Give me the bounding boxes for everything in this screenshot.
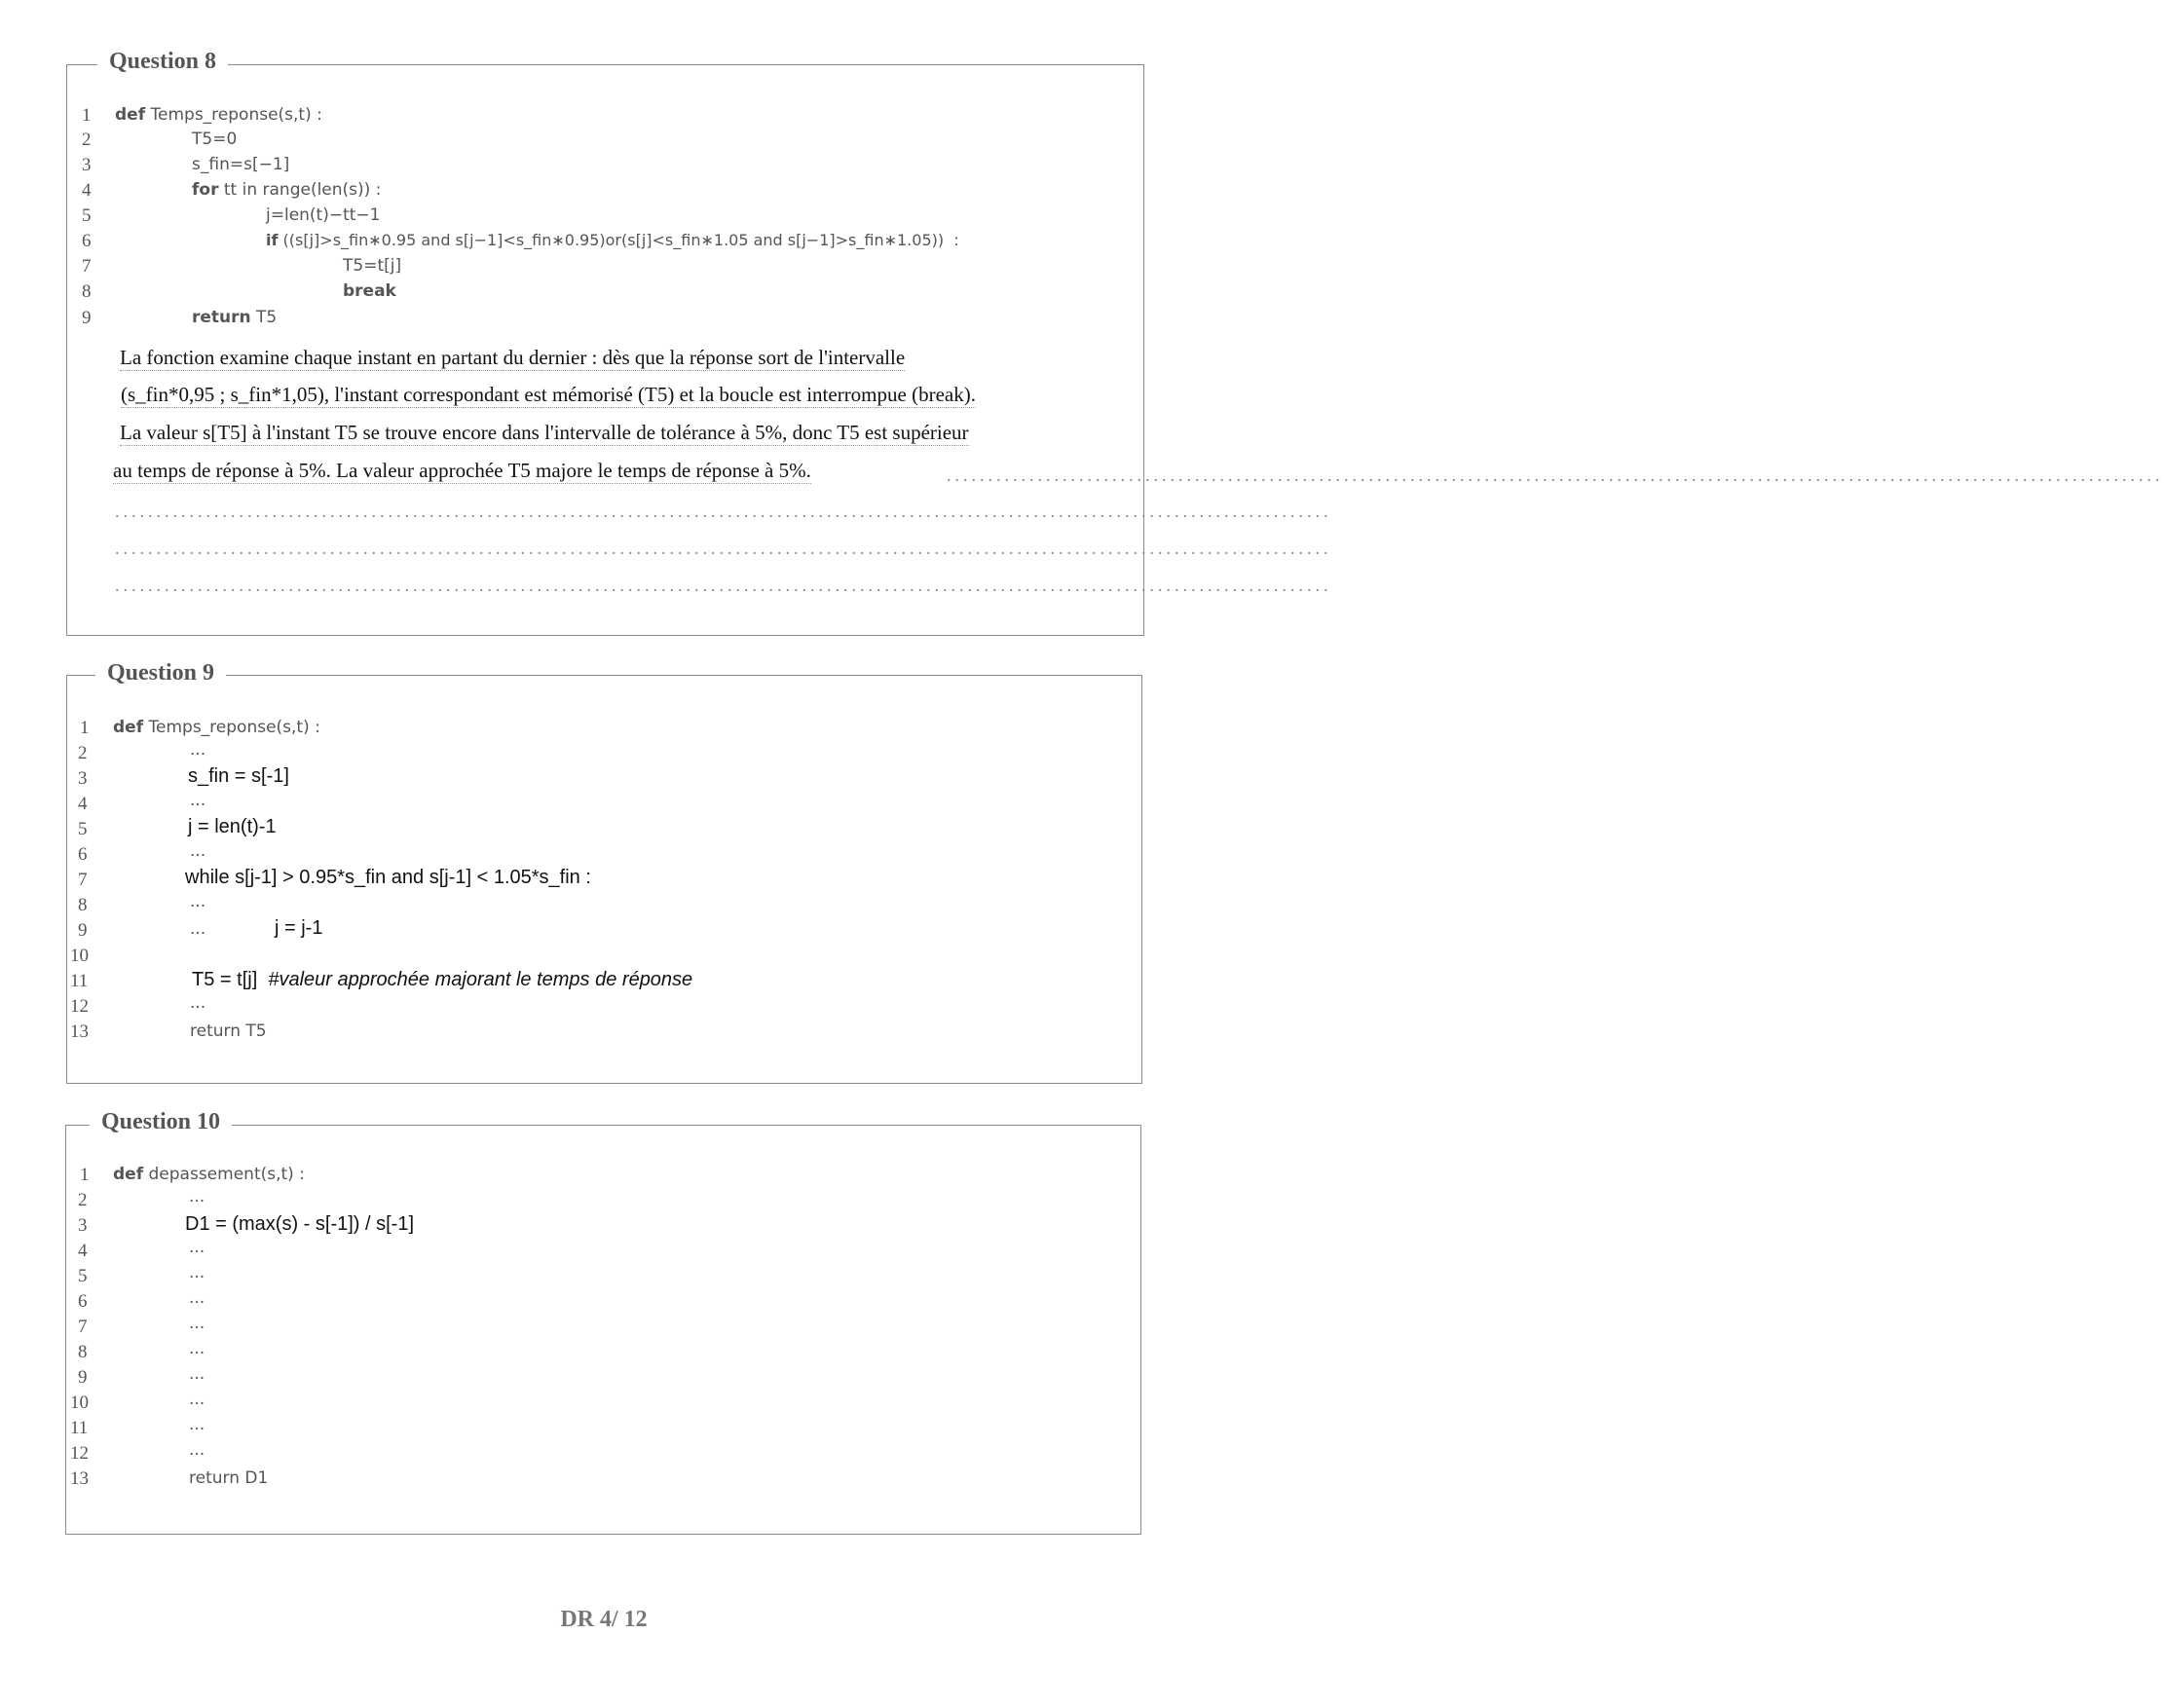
line-number: 6	[82, 231, 92, 251]
answer-line: La valeur s[T5] à l'instant T5 se trouve encore dans l'intervalle de tolérance à 5%, donc T5 est supérieur	[120, 421, 969, 444]
line-number: 13	[70, 1468, 89, 1489]
answer-line-3: D1 = (max(s) - s[-1]) / s[-1]	[185, 1213, 415, 1235]
line-number: 2	[82, 130, 92, 150]
ellipsis: ...	[189, 1440, 205, 1460]
code-text: depassement(s,t) :	[143, 1165, 305, 1184]
line-number: 5	[78, 819, 88, 839]
dotted-line: ...................................................................................................................................................	[115, 501, 1332, 521]
answer-line-7: while s[j-1] > 0.95*s_fin and s[j-1] < 1.05*s_fin :	[185, 867, 591, 888]
code-line	[266, 205, 381, 225]
code-line	[192, 180, 381, 200]
code-line	[343, 256, 401, 276]
ellipsis: ...	[189, 1263, 205, 1282]
ellipsis: ...	[189, 1364, 205, 1384]
ellipsis: ...	[189, 1314, 205, 1333]
code-text: ((s[j]>s_fin∗0.95 and s[j−1]<s_fin∗0.95)or(s[j]<s_fin∗1.05 and s[j−1]>s_fin∗1.05)) :	[278, 231, 959, 249]
line-number: 9	[78, 920, 88, 941]
line-number: 8	[78, 1342, 88, 1362]
code-keyword: return	[190, 1021, 241, 1041]
code-text: T5	[250, 308, 278, 327]
code-text: T5=t[j]	[343, 256, 402, 276]
line-number: 10	[70, 946, 89, 966]
code-line	[113, 718, 320, 737]
code-text: T5=0	[192, 130, 238, 149]
line-number: 8	[78, 895, 88, 915]
answer-line-11	[192, 969, 692, 991]
code-keyword: for	[192, 180, 219, 200]
code-line	[192, 308, 277, 327]
ellipsis: ...	[189, 1187, 205, 1207]
ellipsis: ...	[190, 841, 206, 861]
ellipsis: ...	[190, 993, 206, 1013]
code-line	[115, 105, 322, 125]
line-number: 7	[82, 256, 92, 277]
code-line	[192, 155, 289, 174]
line-number: 13	[70, 1021, 89, 1042]
code-text: D1	[239, 1468, 269, 1488]
answer-line: au temps de réponse à 5%. La valeur approchée T5 majore le temps de réponse à 5%.	[113, 459, 811, 482]
line-number: 3	[82, 155, 92, 175]
line-number: 1	[80, 1165, 90, 1185]
code-keyword: break	[343, 281, 396, 301]
ellipsis: ...	[190, 791, 206, 810]
line-number: 3	[78, 768, 88, 789]
code-line	[189, 1468, 268, 1488]
line-number: 2	[78, 1190, 88, 1210]
line-number: 3	[78, 1215, 88, 1236]
line-number: 12	[70, 1443, 89, 1464]
code-keyword: return	[192, 308, 251, 327]
code-keyword: def	[113, 1165, 144, 1184]
line-number: 4	[78, 794, 88, 814]
ellipsis: ...	[189, 1390, 205, 1409]
dotted-line: ...................................................................................................................................................	[947, 465, 2164, 485]
line-number: 2	[78, 743, 88, 763]
code-line	[190, 1021, 267, 1041]
answer-line-9: j = j-1	[275, 917, 323, 939]
line-number: 6	[78, 1291, 88, 1312]
question-8-title: Question 8	[97, 49, 228, 75]
ellipsis: ...	[190, 919, 206, 939]
code-line	[266, 231, 959, 249]
dotted-line: ...................................................................................................................................................	[115, 576, 1332, 595]
code-text: s_fin=s[−1]	[192, 155, 290, 174]
code-keyword: def	[113, 718, 144, 737]
line-number: 7	[78, 870, 88, 890]
code-text: Temps_reponse(s,t) :	[143, 718, 320, 737]
line-number: 5	[82, 205, 92, 226]
ellipsis: ...	[189, 1238, 205, 1257]
line-number: 1	[82, 105, 92, 126]
ellipsis: ...	[190, 892, 206, 911]
code-text: j=len(t)−tt−1	[266, 205, 381, 225]
line-number: 6	[78, 844, 88, 865]
line-number: 10	[70, 1392, 89, 1413]
line-number: 8	[82, 281, 92, 302]
ellipsis: ...	[189, 1339, 205, 1358]
code-line	[343, 281, 396, 301]
line-number: 1	[80, 718, 90, 738]
line-number: 4	[82, 180, 92, 201]
code-text: tt in range(len(s)) :	[218, 180, 382, 200]
code-text: T5	[240, 1021, 267, 1041]
dotted-line: ...................................................................................................................................................	[115, 538, 1332, 558]
answer-code: T5 = t[j]	[192, 969, 269, 990]
ellipsis: ...	[189, 1415, 205, 1434]
code-text: Temps_reponse(s,t) :	[145, 105, 322, 125]
code-line	[113, 1165, 305, 1184]
code-keyword: return	[189, 1468, 240, 1488]
code-keyword: def	[115, 105, 146, 125]
line-number: 9	[78, 1367, 88, 1388]
line-number: 4	[78, 1241, 88, 1261]
answer-line-3: s_fin = s[-1]	[188, 765, 289, 787]
line-number: 9	[82, 308, 92, 328]
ellipsis: ...	[190, 740, 206, 760]
line-number: 11	[70, 1418, 89, 1438]
question-9-title: Question 9	[95, 660, 226, 687]
line-number: 5	[78, 1266, 88, 1286]
answer-line: (s_fin*0,95 ; s_fin*1,05), l'instant correspondant est mémorisé (T5) et la boucle est interrompue (break).	[121, 383, 976, 406]
question-10-title: Question 10	[90, 1109, 232, 1135]
code-line	[192, 130, 237, 149]
line-number: 7	[78, 1317, 88, 1337]
ellipsis: ...	[189, 1288, 205, 1308]
answer-line: La fonction examine chaque instant en partant du dernier : dès que la réponse sort de l'intervalle	[120, 346, 906, 369]
line-number: 11	[70, 971, 89, 991]
answer-comment: #valeur approchée majorant le temps de réponse	[268, 969, 693, 990]
line-number: 12	[70, 996, 89, 1017]
page-footer: DR 4/ 12	[560, 1607, 648, 1632]
code-keyword: if	[266, 231, 279, 249]
answer-line-5: j = len(t)-1	[188, 816, 277, 837]
